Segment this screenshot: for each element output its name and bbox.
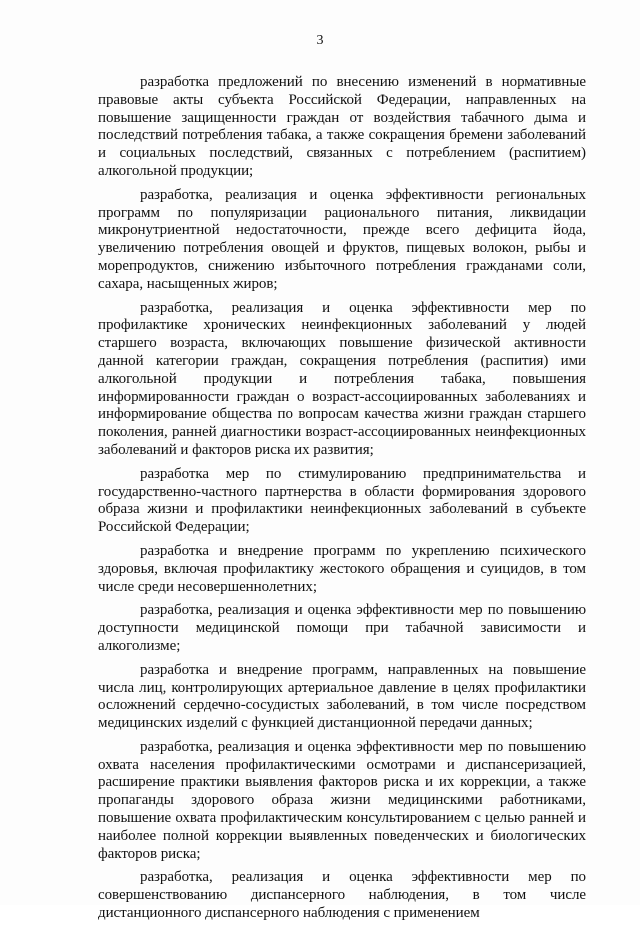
- paragraph-screening: разработка, реализация и оценка эффективности мер по повышению охвата населения профилактическими осмотрами и диспансеризацией, расширение практики выявления факторов риска и их коррекции, а также пропаганды здорового образа жизни медицинскими работниками, повышение охвата профилактическим консультированием с целью ранней и наиболее полной коррекции выявленных поведенческих и биологических факторов риска;: [98, 738, 586, 862]
- paragraph-dispensary: разработка, реализация и оценка эффективности мер по совершенствованию диспансерного наблюдения, в том числе дистанционного диспансерного наблюдения с применением: [98, 869, 586, 922]
- paragraph-elderly-prevention: разработка, реализация и оценка эффективности мер по профилактике хронических неинфекционных заболеваний у людей старшего возраста, включающих повышение физической активности данной категории граждан, сокращения потребления (распития) ими алкогольной продукции и потребления табака, повышения информированности граждан о возраст-ассоциированных заболеваниях и информирование общества по вопросам качества жизни граждан старшего поколения, ранней диагностики возраст-ассоциированных неинфекционных заболеваний и факторов риска их развития;: [98, 299, 586, 458]
- page-number: 3: [316, 33, 324, 48]
- paragraph-normative-acts: разработка предложений по внесению изменений в нормативные правовые акты субъекта Российской Федерации, направленных на повышение защищенности граждан от воздействия табачного дыма и последствий потребления табака, а также сокращения бремени заболеваний и социальных последствий, связанных с потреблением (распитием) алкогольной продукции;: [98, 74, 586, 179]
- paragraph-addiction-care: разработка, реализация и оценка эффективности мер по повышению доступности медицинской помощи при табачной зависимости и алкоголизме;: [98, 602, 586, 654]
- document-body: [98, 74, 586, 929]
- paragraph-mental-health: разработка и внедрение программ по укреплению психического здоровья, включая профилактику жестокого обращения и суицидов, в том числе среди несовершеннолетних;: [98, 542, 586, 595]
- paragraph-nutrition-programs: разработка, реализация и оценка эффективности региональных программ по популяризации рационального питания, ликвидации микронутриентной недостаточности, прежде всего дефицита йода, увеличению потребления овощей и фруктов, пищевых волокон, рыбы и морепродуктов, снижению избыточного потребления гражданами соли, сахара, насыщенных жиров;: [98, 186, 586, 292]
- paragraph-entrepreneurship: разработка мер по стимулированию предпринимательства и государственно-частного партнерства в области формирования здорового образа жизни и профилактики неинфекционных заболеваний в субъекте Российской Федерации;: [98, 465, 586, 536]
- paragraph-blood-pressure: разработка и внедрение программ, направленных на повышение числа лиц, контролирующих артериальное давление в целях профилактики осложнений сердечно-сосудистых заболеваний, в том числе посредством медицинских изделий с функцией дистанционной передачи данных;: [98, 661, 586, 732]
